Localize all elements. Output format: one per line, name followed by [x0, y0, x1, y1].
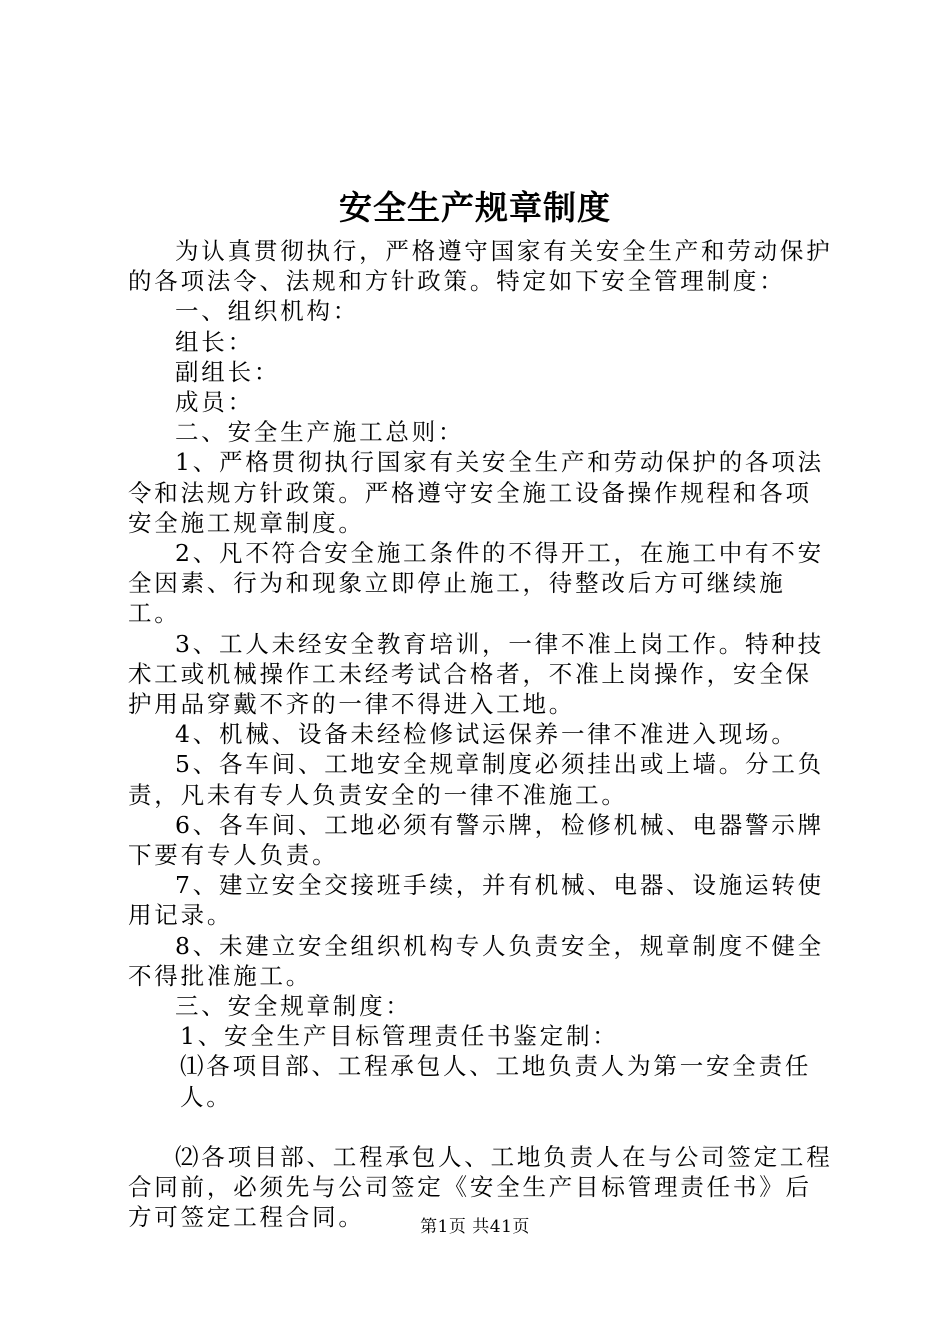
regulation-item: ⑵各项目部、工程承包人、工地负责人在与公司签定工程合同前，必须先与公司签定《安全生产目标管理责任书》后方可签定工程合同。	[128, 1143, 833, 1232]
section-heading-general-rules: 二、安全生产施工总则：	[175, 418, 465, 447]
rule-paragraph: 5、各车间、工地安全规章制度必须挂出或上墙。分工负责，凡未有专人负责安全的一律不准施工。	[128, 750, 824, 809]
section-heading-safety-regulations: 三、安全规章制度：	[175, 992, 412, 1021]
org-leader-line: 组长：	[175, 327, 254, 356]
intro-paragraph: 为认真贯彻执行，严格遵守国家有关安全生产和劳动保护的各项法令、法规和方针政策。特定如下安全管理制度：	[128, 237, 833, 296]
rule-paragraph: 1、严格贯彻执行国家有关安全生产和劳动保护的各项法令和法规方针政策。严格遵守安全施工设备操作规程和各项安全施工规章制度。	[128, 448, 824, 537]
regulation-item: ⑴各项目部、工程承包人、工地负责人为第一安全责任人。	[180, 1052, 812, 1111]
rule-paragraph: 7、建立安全交接班手续，并有机械、电器、设施运转使用记录。	[128, 871, 824, 930]
rule-paragraph: 8、未建立安全组织机构专人负责安全，规章制度不健全不得批准施工。	[128, 931, 824, 990]
rule-paragraph: 6、各车间、工地必须有警示牌，检修机械、电器警示牌下要有专人负责。	[128, 810, 824, 870]
document-title: 安全生产规章制度	[339, 188, 611, 227]
document-body	[128, 236, 833, 1233]
blank-line	[128, 1112, 833, 1142]
rule-paragraph: 4、机械、设备未经检修试运保养一律不准进入现场。	[175, 720, 798, 749]
section-heading-organization: 一、组织机构：	[175, 297, 360, 326]
org-deputy-leader-line: 副组长：	[175, 357, 281, 386]
page-number-footer: 第1页 共41页	[420, 1217, 530, 1237]
org-members-line: 成员：	[175, 388, 254, 417]
rule-paragraph: 2、凡不符合安全施工条件的不得开工，在施工中有不安全因素、行为和现象立即停止施工，待整改后方可继续施工。	[128, 539, 824, 628]
rule-paragraph: 3、工人未经安全教育培训，一律不准上岗工作。特种技术工或机械操作工未经考试合格者，不准上岗操作，安全保护用品穿戴不齐的一律不得进入工地。	[128, 629, 824, 719]
regulation-heading: 1、安全生产目标管理责任书鉴定制：	[180, 1022, 619, 1051]
